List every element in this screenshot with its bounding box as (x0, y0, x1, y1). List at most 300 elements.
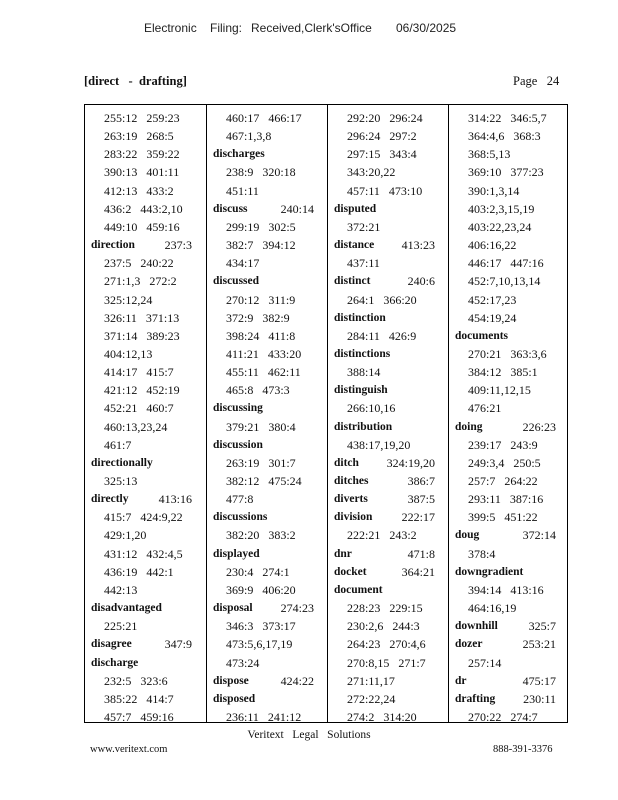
index-term-reference: 222:17 (401, 510, 435, 525)
index-reference-line (85, 291, 206, 309)
page-line-references: 326:11 371:13 (104, 310, 180, 325)
index-term-reference: 226:23 (522, 419, 556, 434)
index-term: downgradient (455, 565, 524, 578)
page-line-references: 299:19 302:5 (226, 219, 296, 234)
index-term-entry (328, 581, 449, 599)
index-term: discussions (213, 511, 268, 524)
page-line-references: 390:13 401:11 (104, 165, 180, 180)
index-column-1 (85, 105, 206, 722)
index-reference-line (328, 254, 449, 272)
index-reference-line (328, 127, 449, 145)
page-line-references: 368:5,13 (468, 147, 511, 162)
index-term-entry (207, 672, 328, 690)
index-reference-line (85, 399, 206, 417)
index-reference-line (449, 145, 570, 163)
page-line-references: 457:11 473:10 (347, 183, 423, 198)
index-term-entry (85, 635, 206, 653)
index-reference-line (85, 526, 206, 544)
page-line-references: 297:15 343:4 (347, 147, 417, 162)
page-line-references: 394:14 413:16 (468, 582, 544, 597)
index-term: discuss (213, 202, 248, 215)
page-line-references: 436:2 443:2,10 (104, 201, 183, 216)
index-reference-line (207, 345, 328, 363)
index-reference-line (449, 236, 570, 254)
page-line-references: 460:13,23,24 (104, 419, 168, 434)
index-term-reference: 325:7 (528, 619, 556, 634)
index-term: directionally (91, 456, 153, 469)
page-line-references: 454:19,24 (468, 310, 517, 325)
index-term-reference: 274:23 (280, 601, 314, 616)
index-term-entry (207, 690, 328, 708)
page-line-references: 379:21 380:4 (226, 419, 296, 434)
page-line-references: 452:17,23 (468, 292, 517, 307)
index-reference-line (449, 399, 570, 417)
page-line-references: 403:2,3,15,19 (468, 201, 535, 216)
index-reference-line (207, 581, 328, 599)
footer-phone: 888-391-3376 (493, 744, 553, 755)
page-line-references: 436:19 442:1 (104, 564, 174, 579)
index-reference-line (207, 381, 328, 399)
page-line-references: 464:16,19 (468, 601, 517, 616)
page-line-references: 236:11 241:12 (226, 709, 302, 724)
index-reference-line (207, 617, 328, 635)
page-line-references: 404:12,13 (104, 346, 153, 361)
page-line-references: 411:21 433:20 (226, 346, 302, 361)
index-reference-line (328, 145, 449, 163)
index-reference-line (449, 436, 570, 454)
index-term: ditch (334, 456, 359, 469)
page-line-references: 343:20,22 (347, 165, 396, 180)
index-term-entry (328, 454, 449, 472)
page-line-references: 455:11 462:11 (226, 365, 301, 380)
footer-company: Veritext Legal Solutions (247, 729, 371, 741)
page-line-references: 398:24 411:8 (226, 328, 296, 343)
page-line-references: 264:23 270:4,6 (347, 637, 426, 652)
page-line-references: 390:1,3,14 (468, 183, 520, 198)
page-line-references: 412:13 433:2 (104, 183, 174, 198)
page-line-references: 228:23 229:15 (347, 601, 423, 616)
index-term-entry (85, 236, 206, 254)
page-line-references: 477:8 (226, 492, 254, 507)
efiling-filing: Filing: (210, 21, 243, 35)
page-line-references: 434:17 (226, 256, 260, 271)
index-reference-line (85, 145, 206, 163)
index-term-entry (328, 381, 449, 399)
page-line-references: 476:21 (468, 401, 502, 416)
index-term: distribution (334, 420, 393, 433)
index-term-reference: 253:21 (522, 637, 556, 652)
index-reference-line (328, 182, 449, 200)
index-reference-line (449, 545, 570, 563)
index-reference-line (85, 163, 206, 181)
page-line-references: 473:24 (226, 655, 260, 670)
index-term: disagree (91, 638, 132, 651)
page-line-references: 230:4 274:1 (226, 564, 290, 579)
index-reference-line (328, 635, 449, 653)
index-term-entry (328, 272, 449, 290)
index-term-entry (449, 327, 570, 345)
index-term-reference: 387:5 (407, 492, 435, 507)
index-reference-line (449, 254, 570, 272)
page-line-references: 385:22 414:7 (104, 691, 174, 706)
index-reference-line (85, 708, 206, 726)
index-reference-line (207, 654, 328, 672)
index-term-reference: 475:17 (522, 673, 556, 688)
index-reference-line (207, 526, 328, 544)
index-reference-line (85, 327, 206, 345)
page-line-references: 325:13 (104, 474, 138, 488)
page-line-references: 293:11 387:16 (468, 492, 544, 507)
index-term: diverts (334, 493, 368, 506)
index-reference-line (207, 218, 328, 236)
page-number-header (513, 74, 559, 89)
index-term: doing (455, 420, 483, 433)
index-reference-line (85, 218, 206, 236)
index-term: direction (91, 239, 135, 252)
index-term-entry (449, 526, 570, 544)
index-term: discussed (213, 275, 260, 288)
index-term-entry (85, 599, 206, 617)
efiling-received: Received,Clerk'sOffice (251, 21, 372, 35)
index-reference-line (85, 127, 206, 145)
index-reference-line (328, 291, 449, 309)
index-reference-line (328, 327, 449, 345)
index-reference-line (449, 127, 570, 145)
page-line-references: 270:22 274:7 (468, 709, 538, 724)
page-line-references: 457:7 459:16 (104, 709, 174, 724)
index-term-entry (207, 599, 328, 617)
page-line-references: 225:21 (104, 619, 138, 634)
index-reference-line (328, 672, 449, 690)
index-term: distinct (334, 275, 371, 288)
index-reference-line (207, 563, 328, 581)
index-term: document (334, 583, 383, 596)
index-reference-line (328, 399, 449, 417)
index-term-reference: 413:23 (401, 238, 435, 253)
page-line-references: 452:7,10,13,14 (468, 274, 541, 289)
page-line-references: 461:7 (104, 437, 132, 452)
index-reference-line (328, 218, 449, 236)
index-reference-line (449, 163, 570, 181)
page-line-references: 460:17 466:17 (226, 111, 302, 125)
footer-website: www.veritext.com (90, 744, 168, 755)
index-term-entry (207, 545, 328, 563)
index-reference-line (207, 254, 328, 272)
page-line-references: 364:4,6 368:3 (468, 129, 541, 144)
index-reference-line (85, 436, 206, 454)
index-reference-line (207, 454, 328, 472)
page-line-references: 296:24 297:2 (347, 129, 417, 144)
index-reference-line (328, 708, 449, 726)
page-number: 24 (546, 74, 560, 88)
index-term: discharge (91, 656, 139, 669)
index-term: disposal (213, 602, 253, 615)
page-line-references: 325:12,24 (104, 292, 153, 307)
index-reference-line (328, 436, 449, 454)
index-term: disputed (334, 202, 377, 215)
index-term-entry (207, 436, 328, 454)
index-term-entry (207, 200, 328, 218)
page-line-references: 270:8,15 271:7 (347, 655, 426, 670)
page-line-references: 451:11 (226, 183, 259, 198)
index-term-reference: 240:6 (407, 274, 435, 289)
page-line-references: 421:12 452:19 (104, 383, 180, 398)
page-line-references: 414:17 415:7 (104, 365, 174, 380)
index-term: distance (334, 239, 375, 252)
page-line-references: 384:12 385:1 (468, 365, 538, 380)
index-reference-line (85, 672, 206, 690)
index-term-reference: 347:9 (164, 637, 192, 652)
page-line-references: 406:16,22 (468, 238, 517, 253)
index-reference-line (85, 254, 206, 272)
page-line-references: 409:11,12,15 (468, 383, 531, 398)
index-term-reference: 424:22 (280, 673, 314, 688)
page-line-references: 230:2,6 244:3 (347, 619, 420, 634)
index-reference-line (449, 109, 570, 127)
page-line-references: 346:3 373:17 (226, 619, 296, 634)
index-term: dispose (213, 674, 249, 687)
index-term: ditches (334, 475, 369, 487)
index-term-reference: 471:8 (407, 546, 435, 561)
index-term-entry (449, 672, 570, 690)
index-term-entry (85, 490, 206, 508)
index-reference-line (207, 309, 328, 327)
index-term: downhill (455, 620, 498, 633)
page-line-references: 237:5 240:22 (104, 256, 174, 271)
index-reference-line (449, 309, 570, 327)
index-reference-line (449, 490, 570, 508)
index-column-3 (327, 105, 448, 722)
index-term-entry (85, 654, 206, 672)
page-line-references: 431:12 432:4,5 (104, 546, 183, 561)
page-line-references: 284:11 426:9 (347, 328, 417, 343)
efiling-date: 06/30/2025 (396, 21, 457, 35)
index-term-reference: 364:21 (401, 564, 435, 579)
index-term-reference: 240:14 (280, 201, 314, 216)
index-reference-line (207, 472, 328, 490)
page-line-references: 238:9 320:18 (226, 165, 296, 180)
index-term-reference: 324:19,20 (386, 455, 435, 470)
index-reference-line (207, 490, 328, 508)
page-line-references: 292:20 296:24 (347, 111, 423, 125)
index-reference-line (207, 127, 328, 145)
index-term: distinguish (334, 384, 388, 397)
page-line-references: 437:11 (347, 256, 380, 271)
page-line-references: 467:1,3,8 (226, 129, 272, 144)
index-reference-line (207, 418, 328, 436)
index-reference-line (449, 200, 570, 218)
index-term: directly (91, 493, 129, 506)
page-line-references: 438:17,19,20 (347, 437, 411, 452)
page-line-references: 465:8 473:3 (226, 383, 290, 398)
index-reference-line (328, 599, 449, 617)
index-reference-line (207, 236, 328, 254)
page-line-references: 232:5 323:6 (104, 673, 168, 688)
index-reference-line (207, 291, 328, 309)
page-line-references: 271:11,17 (347, 673, 395, 688)
index-reference-line (207, 182, 328, 200)
index-reference-line (85, 418, 206, 436)
index-term: documents (455, 329, 509, 342)
page-line-references: 283:22 359:22 (104, 147, 180, 162)
page-line-references: 382:7 394:12 (226, 238, 296, 253)
index-term: dr (455, 674, 467, 687)
page-line-references: 372:21 (347, 219, 381, 234)
page-line-references: 263:19 268:5 (104, 129, 174, 144)
index-reference-line (207, 109, 328, 127)
index-term-entry (328, 545, 449, 563)
index-reference-line (449, 291, 570, 309)
index-reference-line (85, 472, 206, 490)
index-term: displayed (213, 547, 260, 560)
index-term-entry (328, 236, 449, 254)
index-term-reference: 413:16 (158, 492, 192, 507)
index-reference-line (449, 472, 570, 490)
index-reference-line (449, 182, 570, 200)
index-term-entry (85, 454, 206, 472)
index-term: division (334, 511, 373, 524)
index-reference-line (85, 690, 206, 708)
page-line-references: 371:14 389:23 (104, 328, 180, 343)
index-reference-line (85, 545, 206, 563)
index-term: disposed (213, 692, 256, 705)
index-reference-line (449, 654, 570, 672)
page-line-references: 449:10 459:16 (104, 219, 180, 234)
index-term-reference: 230:11 (523, 691, 556, 706)
index-reference-line (449, 218, 570, 236)
page-line-references: 239:17 243:9 (468, 437, 538, 452)
index-term: discussing (213, 402, 263, 415)
word-index-table (84, 104, 568, 723)
index-reference-line (85, 109, 206, 127)
index-term-entry (207, 399, 328, 417)
index-term-entry (449, 617, 570, 635)
index-term-entry (449, 690, 570, 708)
index-term: distinctions (334, 347, 391, 360)
page-line-references: 429:1,20 (104, 528, 147, 543)
index-term: dnr (334, 547, 352, 560)
page-line-references: 249:3,4 250:5 (468, 455, 541, 470)
index-reference-line (207, 363, 328, 381)
index-reference-line (449, 708, 570, 726)
page-line-references: 399:5 451:22 (468, 510, 538, 525)
page-line-references: 382:20 383:2 (226, 528, 296, 543)
index-term: discussion (213, 438, 263, 451)
index-reference-line (328, 363, 449, 381)
index-term: distinction (334, 311, 386, 324)
index-reference-line (85, 617, 206, 635)
page-line-references: 271:1,3 272:2 (104, 274, 177, 289)
page-line-references: 255:12 259:23 (104, 111, 180, 125)
index-term-entry (328, 490, 449, 508)
index-reference-line (328, 690, 449, 708)
index-term-entry (207, 145, 328, 163)
page-line-references: 270:12 311:9 (226, 292, 296, 307)
page-line-references: 369:10 377:23 (468, 165, 544, 180)
page-line-references: 442:13 (104, 582, 138, 597)
page-line-references: 372:9 382:9 (226, 310, 290, 325)
index-term-entry (328, 508, 449, 526)
index-reference-line (449, 581, 570, 599)
index-column-4 (448, 105, 569, 722)
page-line-references: 270:21 363:3,6 (468, 346, 547, 361)
page-line-references: 473:5,6,17,19 (226, 637, 293, 652)
index-reference-line (85, 272, 206, 290)
index-reference-line (328, 654, 449, 672)
index-term-entry (449, 418, 570, 436)
index-term-entry (328, 345, 449, 363)
index-reference-line (449, 599, 570, 617)
page-line-references: 274:2 314:20 (347, 709, 417, 724)
page-line-references: 382:12 475:24 (226, 474, 302, 488)
page-line-references: 446:17 447:16 (468, 256, 544, 271)
page-line-references: 314:22 346:5,7 (468, 111, 547, 125)
page-line-references: 415:7 424:9,22 (104, 510, 183, 525)
index-column-2 (206, 105, 327, 722)
index-term: discharges (213, 148, 265, 161)
index-reference-line (449, 363, 570, 381)
index-reference-line (85, 363, 206, 381)
index-reference-line (207, 708, 328, 726)
index-term-entry (207, 272, 328, 290)
index-reference-line (328, 617, 449, 635)
efiling-electronic: Electronic (144, 21, 197, 35)
index-term-reference: 372:14 (522, 528, 556, 543)
index-reference-line (207, 327, 328, 345)
page-line-references: 272:22,24 (347, 691, 396, 706)
index-term: doug (455, 529, 480, 542)
index-term-entry (328, 200, 449, 218)
index-reference-line (449, 272, 570, 290)
index-reference-line (85, 508, 206, 526)
index-reference-line (449, 345, 570, 363)
page-label: Page (513, 74, 538, 88)
index-term-entry (328, 418, 449, 436)
page-line-references: 222:21 243:2 (347, 528, 417, 543)
page-line-references: 378:4 (468, 546, 496, 561)
page-line-references: 264:1 366:20 (347, 292, 417, 307)
index-reference-line (85, 563, 206, 581)
page-line-references: 257:7 264:22 (468, 474, 538, 488)
index-reference-line (85, 182, 206, 200)
index-reference-line (85, 345, 206, 363)
index-term: disadvantaged (91, 602, 162, 615)
index-reference-line (207, 163, 328, 181)
index-reference-line (449, 381, 570, 399)
index-term-entry (449, 635, 570, 653)
index-reference-line (328, 109, 449, 127)
page-line-references: 452:21 460:7 (104, 401, 174, 416)
index-term-reference: 386:7 (407, 474, 435, 488)
index-term: dozer (455, 638, 483, 651)
index-term: drafting (455, 692, 496, 705)
index-reference-line (85, 309, 206, 327)
page-line-references: 263:19 301:7 (226, 455, 296, 470)
index-reference-line (449, 508, 570, 526)
index-term-entry (328, 472, 449, 490)
index-reference-line (85, 381, 206, 399)
index-term-entry (328, 309, 449, 327)
index-reference-line (85, 581, 206, 599)
index-reference-line (328, 526, 449, 544)
index-reference-line (207, 635, 328, 653)
page-line-references: 257:14 (468, 655, 502, 670)
index-reference-line (328, 163, 449, 181)
index-term-entry (449, 563, 570, 581)
index-term-reference: 237:3 (164, 238, 192, 253)
page-line-references: 403:22,23,24 (468, 219, 532, 234)
index-reference-line (85, 200, 206, 218)
